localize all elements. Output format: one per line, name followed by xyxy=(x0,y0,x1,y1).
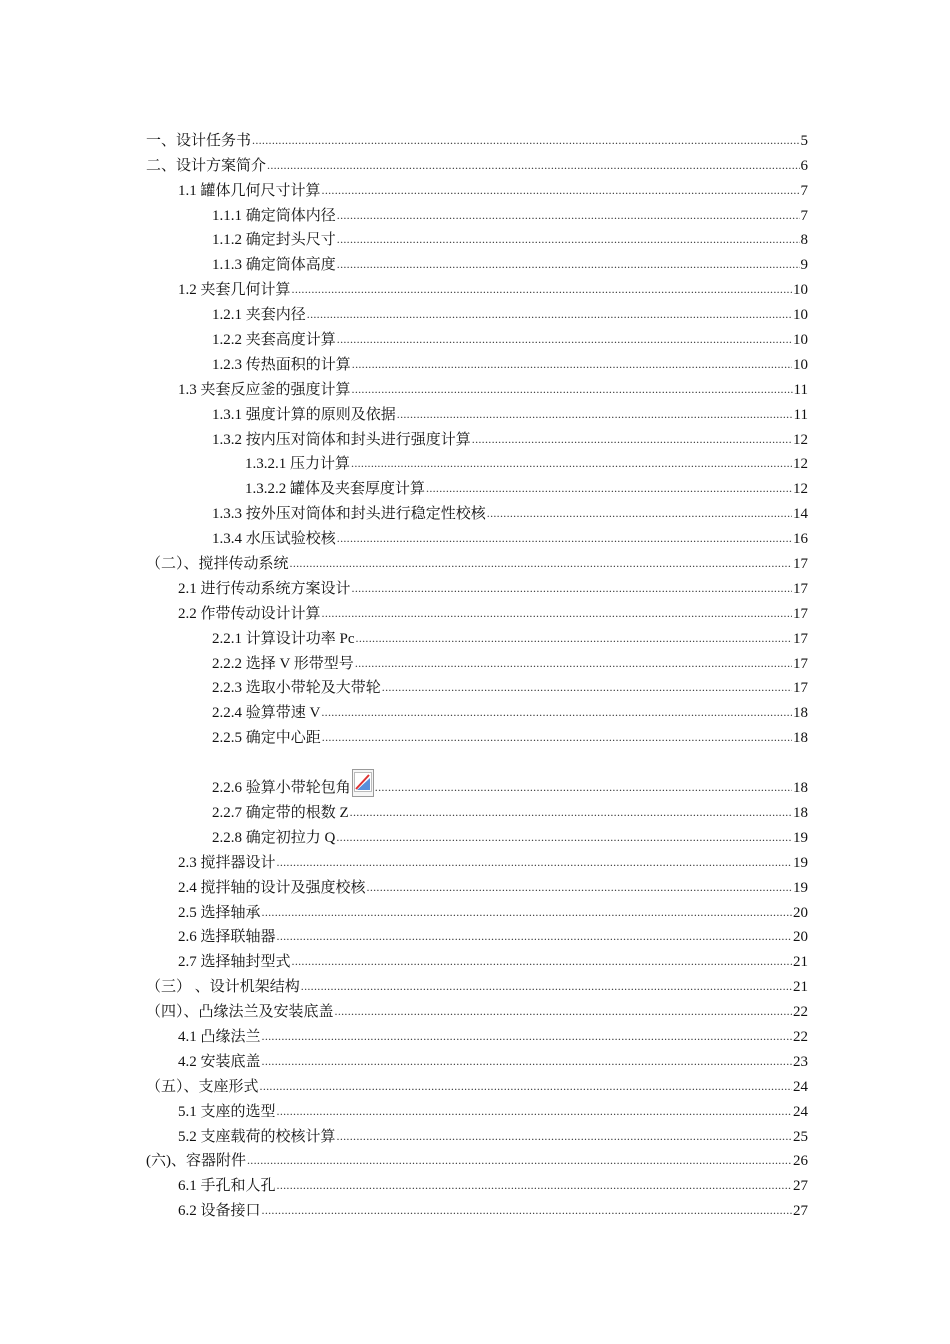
toc-entry[interactable] xyxy=(146,498,808,523)
toc-entry[interactable] xyxy=(146,623,808,648)
toc-page-number: 17 xyxy=(793,630,808,647)
toc-dot-leader xyxy=(277,854,792,872)
toc-entry[interactable] xyxy=(146,449,808,474)
toc-entry-title: 6.1 手孔和人孔 xyxy=(178,1178,276,1195)
toc-entry-title: 一、设计任务书 xyxy=(146,132,252,149)
toc-dot-leader xyxy=(252,132,799,150)
toc-entry-title: 2.3 搅拌器设计 xyxy=(178,854,276,871)
toc-page-number: 24 xyxy=(793,1078,808,1095)
broken-image-icon xyxy=(352,769,374,797)
toc-dot-leader xyxy=(382,679,792,697)
toc-page-number: 27 xyxy=(793,1178,808,1195)
toc-entry-title: 1.2.3 传热面积的计算 xyxy=(212,356,351,373)
toc-entry-title: 2.4 搅拌轴的设计及强度校核 xyxy=(178,879,366,896)
toc-dot-leader xyxy=(267,157,799,175)
toc-dot-leader xyxy=(426,480,792,498)
toc-entry[interactable] xyxy=(146,847,808,872)
toc-page-number: 18 xyxy=(793,705,808,722)
toc-page-number: 11 xyxy=(793,381,808,398)
toc-entry-title: 4.2 安装底盖 xyxy=(178,1053,261,1070)
toc-entry-title: 1.3.1 强度计算的原则及依据 xyxy=(212,406,396,423)
toc-page-number: 12 xyxy=(793,431,808,448)
toc-entry[interactable] xyxy=(146,1170,808,1195)
toc-entry-title: 2.2.2 选择 V 形带型号 xyxy=(212,655,354,672)
toc-entry[interactable] xyxy=(146,996,808,1021)
toc-page-number: 8 xyxy=(800,232,808,249)
toc-entry-title: 2.2.8 确定初拉力 Q xyxy=(212,829,336,846)
toc-dot-leader xyxy=(356,630,792,648)
toc-entry-title: 4.1 凸缘法兰 xyxy=(178,1028,261,1045)
toc-page-number: 18 xyxy=(793,780,808,797)
toc-dot-leader xyxy=(337,530,792,548)
toc-page-number: 21 xyxy=(793,979,808,996)
toc-dot-leader xyxy=(277,1177,792,1195)
toc-entry[interactable] xyxy=(146,872,808,897)
toc-dot-leader xyxy=(290,555,792,573)
toc-entry-title: 6.2 设备接口 xyxy=(178,1203,261,1220)
toc-entry[interactable] xyxy=(146,971,808,996)
toc-entry[interactable] xyxy=(146,1096,808,1121)
toc-entry[interactable] xyxy=(146,697,808,722)
toc-page-number: 17 xyxy=(793,580,808,597)
toc-entry-title: （二）、搅拌传动系统 xyxy=(146,556,289,573)
toc-dot-leader xyxy=(367,879,792,897)
toc-page-number: 10 xyxy=(793,356,808,373)
toc-dot-leader xyxy=(350,804,792,822)
toc-dot-leader xyxy=(352,381,793,399)
toc-entry[interactable] xyxy=(146,1121,808,1146)
toc-entry-title: （五）、支座形式 xyxy=(146,1078,259,1095)
toc-dot-leader xyxy=(321,704,792,722)
toc-entry-title: 2.2.7 确定带的根数 Z xyxy=(212,804,349,821)
toc-entry-title: 2.2.5 确定中心距 xyxy=(212,730,321,747)
toc-entry[interactable] xyxy=(146,673,808,698)
toc-entry[interactable] xyxy=(146,946,808,971)
toc-page-number: 24 xyxy=(793,1103,808,1120)
toc-dot-leader xyxy=(487,505,792,523)
toc-page-number: 10 xyxy=(793,332,808,349)
toc-entry[interactable] xyxy=(146,1021,808,1046)
toc-dot-leader xyxy=(352,356,792,374)
toc-entry-title: 1.2 夹套几何计算 xyxy=(178,282,291,299)
toc-page-number: 19 xyxy=(793,829,808,846)
toc-entry-title: 2.2.6 验算小带轮包角 xyxy=(212,780,351,797)
toc-entry-title: 1.2.2 夹套高度计算 xyxy=(212,332,336,349)
toc-entry[interactable] xyxy=(146,374,808,399)
toc-entry-title: 1.2.1 夹套内径 xyxy=(212,307,306,324)
toc-entry[interactable] xyxy=(146,249,808,274)
toc-page-number: 23 xyxy=(793,1053,808,1070)
toc-dot-leader xyxy=(337,231,800,249)
toc-page-number: 25 xyxy=(793,1128,808,1145)
toc-dot-leader xyxy=(260,1078,792,1096)
toc-entry[interactable] xyxy=(146,822,808,847)
toc-page-number: 18 xyxy=(793,730,808,747)
toc-page-number: 21 xyxy=(793,954,808,971)
toc-entry[interactable] xyxy=(146,1195,808,1220)
toc-dot-leader xyxy=(262,904,792,922)
toc-entry[interactable] xyxy=(146,175,808,200)
toc-entry[interactable] xyxy=(146,299,808,324)
toc-page-number: 18 xyxy=(793,804,808,821)
toc-entry-title: （三） 、设计机架结构 xyxy=(146,979,300,996)
toc-entry-title: 2.1 进行传动系统方案设计 xyxy=(178,580,351,597)
toc-page-number: 17 xyxy=(793,655,808,672)
toc-page-number: 20 xyxy=(793,904,808,921)
toc-entry[interactable] xyxy=(146,797,808,822)
toc-page-number: 26 xyxy=(793,1153,808,1170)
toc-entry[interactable] xyxy=(146,548,808,573)
toc-dot-leader xyxy=(262,1202,792,1220)
toc-entry-title: 2.6 选择联轴器 xyxy=(178,929,276,946)
toc-dot-leader xyxy=(337,256,800,274)
toc-entry-title: 2.2.1 计算设计功率 Pc xyxy=(212,630,355,647)
toc-entry-title: 1.1.3 确定筒体高度 xyxy=(212,257,336,274)
toc-page-number: 14 xyxy=(793,506,808,523)
toc-dot-leader xyxy=(337,207,800,225)
toc-dot-leader xyxy=(472,431,792,449)
toc-dot-leader xyxy=(337,331,792,349)
toc-page-number: 12 xyxy=(793,456,808,473)
toc-entry[interactable] xyxy=(146,125,808,150)
toc-entry[interactable] xyxy=(146,1071,808,1096)
toc-entry[interactable] xyxy=(146,523,808,548)
toc-dot-leader xyxy=(337,1128,792,1146)
toc-entry-title: 1.3.3 按外压对筒体和封头进行稳定性校核 xyxy=(212,506,486,523)
toc-entry-title: 5.1 支座的选型 xyxy=(178,1103,276,1120)
toc-dot-leader xyxy=(292,281,792,299)
toc-entry[interactable] xyxy=(146,897,808,922)
toc-entry-title: （四）、凸缘法兰及安装底盖 xyxy=(146,1004,334,1021)
toc-dot-leader xyxy=(262,1053,792,1071)
toc-page-number: 7 xyxy=(800,182,808,199)
toc-entry[interactable] xyxy=(146,473,808,498)
toc-page-number: 17 xyxy=(793,556,808,573)
toc-dot-leader xyxy=(322,182,800,200)
toc-page-number: 11 xyxy=(793,406,808,423)
toc-entry[interactable] xyxy=(146,424,808,449)
toc-entry[interactable] xyxy=(146,1146,808,1171)
toc-entry-title: 1.1.1 确定筒体内径 xyxy=(212,207,336,224)
toc-entry-title: 1.3.2.2 罐体及夹套厚度计算 xyxy=(245,481,426,498)
toc-page-number: 17 xyxy=(793,605,808,622)
toc-dot-leader xyxy=(335,1003,792,1021)
toc-entry[interactable] xyxy=(146,598,808,623)
table-of-contents xyxy=(146,125,808,1220)
toc-page-number: 10 xyxy=(793,307,808,324)
toc-page-number: 19 xyxy=(793,854,808,871)
toc-dot-leader xyxy=(352,580,792,598)
toc-dot-leader xyxy=(301,978,792,996)
toc-page-number: 12 xyxy=(793,481,808,498)
toc-entry-title: 1.3.2 按内压对筒体和封头进行强度计算 xyxy=(212,431,471,448)
toc-page-number: 7 xyxy=(800,207,808,224)
toc-page-number: 5 xyxy=(800,132,808,149)
toc-dot-leader xyxy=(277,928,792,946)
toc-entry-title: 1.1.2 确定封头尺寸 xyxy=(212,232,336,249)
toc-entry-title: 二、设计方案简介 xyxy=(146,157,267,174)
toc-entry[interactable] xyxy=(146,922,808,947)
toc-entry[interactable] xyxy=(146,225,808,250)
toc-page-number: 22 xyxy=(793,1028,808,1045)
toc-page-number: 20 xyxy=(793,929,808,946)
toc-dot-leader xyxy=(355,655,792,673)
toc-entry-title: 2.2.4 验算带速 V xyxy=(212,705,321,722)
toc-dot-leader xyxy=(247,1152,792,1170)
toc-dot-leader xyxy=(262,1028,792,1046)
toc-entry-title: (六)、容器附件 xyxy=(146,1153,246,1170)
toc-entry-title: 1.1 罐体几何尺寸计算 xyxy=(178,182,321,199)
toc-entry[interactable] xyxy=(146,573,808,598)
toc-dot-leader xyxy=(336,829,792,847)
toc-dot-leader xyxy=(397,406,793,424)
toc-entry[interactable] xyxy=(146,324,808,349)
toc-page-number: 6 xyxy=(800,157,808,174)
toc-dot-leader xyxy=(277,1103,792,1121)
toc-dot-leader xyxy=(375,779,792,797)
toc-entry[interactable] xyxy=(146,150,808,175)
toc-page-number: 16 xyxy=(793,531,808,548)
toc-dot-leader xyxy=(322,729,792,747)
toc-entry-title: 2.5 选择轴承 xyxy=(178,904,261,921)
toc-entry[interactable] xyxy=(146,349,808,374)
toc-entry-title: 2.2.3 选取小带轮及大带轮 xyxy=(212,680,381,697)
toc-dot-leader xyxy=(292,953,792,971)
toc-entry-title: 1.3.2.1 压力计算 xyxy=(245,456,351,473)
toc-entry[interactable] xyxy=(146,747,808,797)
toc-entry-title: 2.2 作带传动设计计算 xyxy=(178,605,321,622)
toc-entry[interactable] xyxy=(146,648,808,673)
toc-page-number: 27 xyxy=(793,1203,808,1220)
toc-entry[interactable] xyxy=(146,200,808,225)
toc-entry[interactable] xyxy=(146,274,808,299)
toc-page-number: 22 xyxy=(793,1004,808,1021)
toc-dot-leader xyxy=(307,306,792,324)
toc-dot-leader xyxy=(322,605,792,623)
toc-entry-title: 1.3.4 水压试验校核 xyxy=(212,531,336,548)
toc-entry-title: 2.7 选择轴封型式 xyxy=(178,954,291,971)
toc-entry[interactable] xyxy=(146,722,808,747)
toc-entry[interactable] xyxy=(146,1046,808,1071)
toc-entry[interactable] xyxy=(146,399,808,424)
toc-entry-title: 1.3 夹套反应釜的强度计算 xyxy=(178,381,351,398)
toc-page-number: 19 xyxy=(793,879,808,896)
toc-entry-title: 5.2 支座载荷的校核计算 xyxy=(178,1128,336,1145)
toc-page-number: 9 xyxy=(800,257,808,274)
toc-page-number: 10 xyxy=(793,282,808,299)
toc-page-number: 17 xyxy=(793,680,808,697)
toc-dot-leader xyxy=(351,455,792,473)
